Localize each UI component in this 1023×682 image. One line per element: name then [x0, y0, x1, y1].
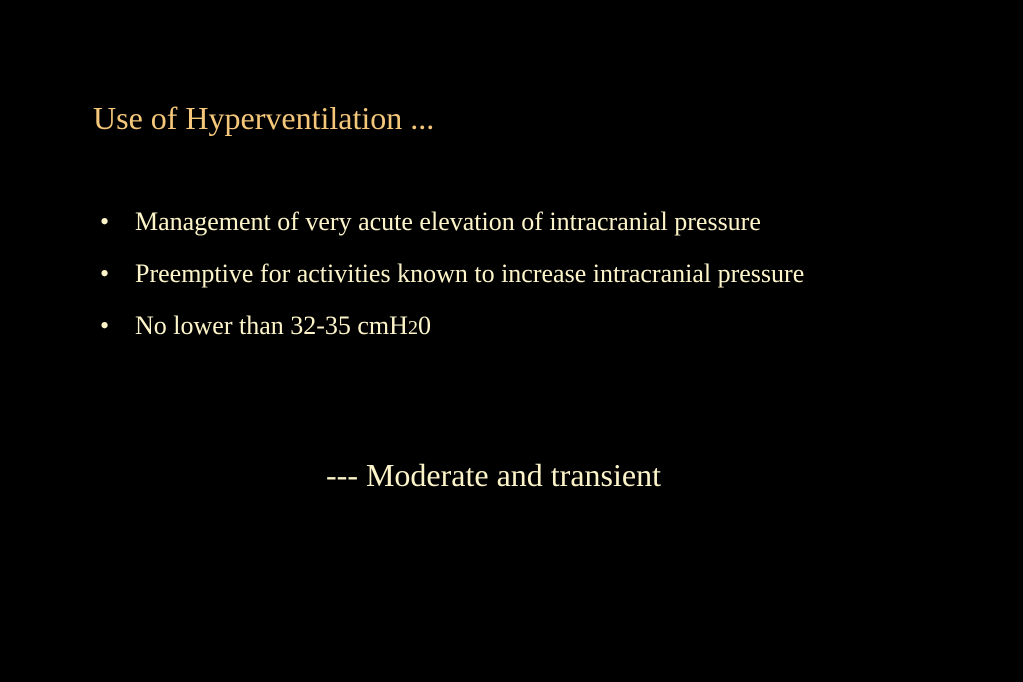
bullet-icon: •	[100, 259, 110, 288]
conclusion-text: --- Moderate and transient	[326, 457, 661, 493]
list-item	[100, 196, 960, 248]
slide-title: Use of Hyperventilation ...	[93, 100, 435, 136]
bullet-text-end: 0	[417, 311, 431, 340]
bullet-icon: •	[100, 207, 110, 236]
bullet-text: Preemptive for activities known to increase intracranial pressure	[135, 259, 805, 288]
bullet-text: Management of very acute elevation of intracranial pressure	[135, 207, 761, 236]
list-item	[100, 300, 960, 354]
bullet-icon: •	[100, 311, 110, 340]
list-item	[100, 248, 895, 300]
bullet-text	[135, 300, 960, 354]
subscript-two: 2	[407, 317, 418, 339]
bullet-text-main: No lower than 32-35 cmH	[135, 311, 408, 340]
bullet-list	[100, 196, 960, 354]
